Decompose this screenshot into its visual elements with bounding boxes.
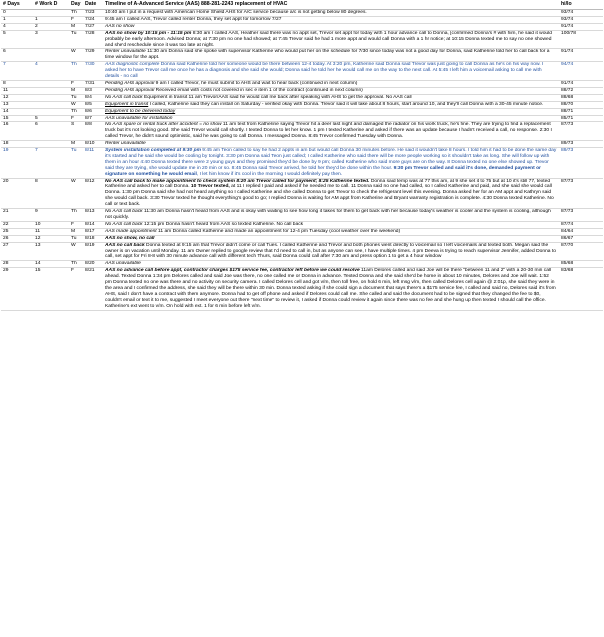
- table-row: [1, 235, 603, 242]
- cell-hilo: 87/73: [559, 122, 603, 141]
- timeline-table: [1, 0, 603, 311]
- cell-date: 8/10: [83, 141, 103, 148]
- cell-work-days: [33, 49, 69, 62]
- cell-hilo: 87/73: [559, 178, 603, 209]
- table-row: [1, 209, 603, 222]
- cell-date: 7/27: [83, 23, 103, 30]
- timeline-text: Equipment in transit 11 am Trevor/AAS said he would call me back after speaking with AHS to get the approval. No AAS call: [142, 94, 412, 100]
- cell-hilo: 93/74: [559, 16, 603, 23]
- timeline-text: No AAS call back to make appointment to check system 8:20 am Trevor called for payment; 8:25 Katherine texted.: [105, 178, 370, 184]
- cell-timeline: [103, 268, 559, 310]
- timeline-text: Received email with costs not covered in sec e item 1 of the contract (continued in next column): [154, 87, 363, 93]
- timeline-text: 10:40 am I put in a request with American Home Shield AHS for A/C service because a/c is not getting below 80 degrees.: [105, 10, 367, 15]
- cell-days: 19: [1, 148, 33, 179]
- cell-timeline: [103, 108, 559, 115]
- header-days: # Days: [1, 0, 33, 10]
- table-row: [1, 23, 603, 30]
- timeline-text: 9:30 pm Trevor called and said it's done, demanded payment or signature on something he would email: [105, 165, 541, 177]
- timeline-text: AAS no advance call before appt, contractor charges $175 service fee, contractor left before we could resolve: [105, 268, 360, 274]
- cell-date: 8/4: [83, 94, 103, 101]
- cell-days: 25: [1, 228, 33, 235]
- timeline-text: No AAS spare or rental truck after accident = no show: [105, 122, 222, 128]
- cell-day: Th: [69, 108, 83, 115]
- cell-day: Tu: [69, 30, 83, 49]
- cell-work-days: 1: [33, 16, 69, 23]
- cell-work-days: 13: [33, 242, 69, 261]
- cell-work-days: 12: [33, 235, 69, 242]
- table-row: [1, 94, 603, 101]
- table-row: [1, 49, 603, 62]
- table-row: [1, 62, 603, 81]
- timeline-text: Pending AHS approval: [105, 87, 155, 93]
- cell-date: 8/18: [83, 235, 103, 242]
- cell-hilo: 85/68: [559, 261, 603, 268]
- cell-timeline: [103, 122, 559, 141]
- table-row: [1, 242, 603, 261]
- cell-date: 8/21: [83, 268, 103, 310]
- timeline-text: I called, Katherine said they can install on Saturday - verified okay with Donna. Trevor said it will take about 8 hours, start around 10, and they'll call Donna with a 30-45 minute notice.: [148, 101, 544, 107]
- timeline-text: , I let him know if it's cool in the morning I would definitely pay then.: [196, 171, 343, 177]
- cell-work-days: 7: [33, 148, 69, 179]
- cell-hilo: 93/74: [559, 10, 603, 17]
- cell-work-days: 9: [33, 209, 69, 222]
- cell-days: 26: [1, 235, 33, 242]
- cell-work-days: [33, 80, 69, 87]
- cell-hilo: 84/64: [559, 228, 603, 235]
- cell-date: 8/3: [83, 87, 103, 94]
- cell-hilo: 87/70: [559, 242, 603, 261]
- cell-days: 20: [1, 178, 33, 209]
- timeline-text: 11am Delores called and said Joe will be there "between 11 and 2" with a 20-30 min call ahead. Texted Donna 1:34 pm Delores called and said Joe was there, no one called me or Donna in advance. Texted Donna and she said she'd be home in about 10 minutes, Delores and Joe will wait. 1:52 pm Donna texted no one was there and no activity on security camera. I called Delores cell and got v/m, then toll free, on hold 6 min, left msg v/m, then called Delores cell again @ 2:01p, she said they were in the area and I confirmed the address, she said they will be there within 30 min. Donna texted asking if she could sign a document that says there's a $175 service fee, I called and said no, Delores said it's from AHS, said I don't have a contract with them anymore. Donna had to get off phone and asked if Delores could call me. She called and said the document had to be signed that they changed the fee to $0, couldn't email or text it to me, suggested I meet everyone out there "next time" to review it, I asked if Donna could review it again since there was no fee and she hung up then texted I should call the office. Katherine's ext went to v/m. On hold with ext. 1 for 6 min before left v/m.: [105, 268, 556, 309]
- cell-days: 1: [1, 16, 33, 23]
- cell-date: 7/30: [83, 62, 103, 81]
- timeline-text: AAS unavailable for installation: [105, 115, 173, 121]
- timeline-text: AAS no show, no call: [105, 235, 155, 241]
- cell-days: 5: [1, 30, 33, 49]
- cell-day: F: [69, 268, 83, 310]
- cell-days: 13: [1, 101, 33, 108]
- cell-timeline: [103, 141, 559, 148]
- timeline-text: AAS no call back: [105, 242, 145, 248]
- cell-timeline: [103, 209, 559, 222]
- timeline-text: Renter unavailable: [105, 141, 146, 147]
- timeline-text: 11:30 am Donna said she spoke with supervisor Katherine who would put her on the schedule for 7/30 since today was not a good day for Donna, said Katherine told her to call back for a time window for the appt.: [105, 49, 550, 61]
- table-row: [1, 122, 603, 141]
- cell-date: 8/13: [83, 209, 103, 222]
- cell-hilo: 88/72: [559, 87, 603, 94]
- cell-hilo: 88/71: [559, 108, 603, 115]
- timeline-text: 8:30 am I called AAS, Heather said there was no appt set, Trevor set appt for today with 1 hour advance call to Donna, [confirmed Donna's # with him, he said it would probably be early afternoon. Advised Donna; at 7:30 pm no one had showed; at 7:45 Trevor said he had 1 more appt and would call Donna with a 1 hr notice; at 10:15 Donna texted me to say no one showed and she'd reschedule since it was too late at night.: [105, 30, 552, 48]
- header-day: Day: [69, 0, 83, 10]
- cell-date: 8/20: [83, 261, 103, 268]
- table-row: [1, 101, 603, 108]
- cell-days: 12: [1, 94, 33, 101]
- cell-date: 8/11: [83, 148, 103, 179]
- cell-day: Th: [69, 209, 83, 222]
- cell-timeline: [103, 221, 559, 228]
- cell-timeline: [103, 23, 559, 30]
- timeline-text: 9:45 am Teon called to say he had 2 appts in am but would call Donna 30 minutes before. He said it wouldn't take 8 hours. I told him it had to be done the same day it's started and he said she would be cooling by tonight. 3:30 pm Donna said Teon just called; I called Katherine who said there will be more people working so it shouldn't take as long. She will follow up with them in an hour 4:40 Donna texted there were 2 young guys and they promised they'd be done by 9 pm; called Katherine who said more guys are on the way. 8 Donna texted no one else showed up. Trevor said they are trying, she would update me in 20 min or so. 8:45 Donna said Trevor arrived, he told her they'd be done within the hour.: [105, 148, 557, 171]
- timeline-text: AAS made appointment: [105, 228, 157, 234]
- cell-timeline: [103, 178, 559, 209]
- timeline-text: 12:15 pm Donna hasn't heard from AAS so texted Katherine. No call back: [142, 221, 304, 227]
- cell-work-days: [33, 10, 69, 17]
- cell-work-days: [33, 87, 69, 94]
- cell-days: 18: [1, 141, 33, 148]
- cell-date: 8/7: [83, 115, 103, 122]
- cell-day: Tu: [69, 148, 83, 179]
- cell-days: 21: [1, 209, 33, 222]
- header-work-days: # Work D: [33, 0, 69, 10]
- header-row: [1, 0, 603, 10]
- timeline-text: Donna said temp was at 77 this am, at 9 she set it to 75 but at 10 it's still 77, texted Katherine and asked her to call Donna.: [105, 178, 551, 190]
- cell-work-days: 11: [33, 228, 69, 235]
- cell-day: F: [69, 16, 83, 23]
- table-row: [1, 108, 603, 115]
- cell-timeline: [103, 10, 559, 17]
- cell-hilo: 86/67: [559, 235, 603, 242]
- timeline-text: Renter unavailable: [105, 49, 146, 55]
- cell-day: W: [69, 242, 83, 261]
- cell-days: 6: [1, 49, 33, 62]
- cell-work-days: [33, 94, 69, 101]
- timeline-text: No AAS call back: [105, 94, 143, 100]
- cell-date: 7/31: [83, 80, 103, 87]
- cell-timeline: [103, 80, 559, 87]
- table-row: [1, 178, 603, 209]
- cell-timeline: [103, 30, 559, 49]
- cell-date: 8/6: [83, 108, 103, 115]
- table-row: [1, 148, 603, 179]
- timeline-text: AAS no show by 10:15 pm - 11:15 pm: [105, 30, 192, 36]
- timeline-text: AAS diagnostic complete: [105, 62, 160, 68]
- cell-days: 7: [1, 62, 33, 81]
- timeline-text: No AAS call back: [105, 209, 143, 215]
- cell-work-days: 5: [33, 115, 69, 122]
- cell-timeline: [103, 16, 559, 23]
- cell-day: M: [69, 87, 83, 94]
- cell-timeline: [103, 242, 559, 261]
- cell-work-days: [33, 108, 69, 115]
- header-timeline: Timeline of A-Advanced Service (AAS) 888-281-2243 replacement of HVAC: [103, 0, 559, 10]
- cell-hilo: 88/68: [559, 94, 603, 101]
- table-row: [1, 261, 603, 268]
- cell-date: 7/29: [83, 49, 103, 62]
- cell-timeline: [103, 87, 559, 94]
- cell-hilo: 88/70: [559, 101, 603, 108]
- cell-hilo: 91/74: [559, 80, 603, 87]
- table-row: [1, 141, 603, 148]
- table-row: [1, 16, 603, 23]
- cell-hilo: 87/73: [559, 209, 603, 222]
- cell-work-days: [33, 141, 69, 148]
- cell-date: 8/19: [83, 242, 103, 261]
- cell-day: F: [69, 80, 83, 87]
- cell-days: 27: [1, 242, 33, 261]
- cell-date: 8/14: [83, 221, 103, 228]
- cell-days: 28: [1, 261, 33, 268]
- timeline-text: AAS unavailable: [105, 261, 141, 267]
- timeline-text: Equipment to be delivered today: [105, 108, 176, 114]
- cell-day: S: [69, 122, 83, 141]
- cell-work-days: 6: [33, 122, 69, 141]
- cell-date: 7/24: [83, 16, 103, 23]
- header-date: Date: [83, 0, 103, 10]
- cell-hilo: 100/78: [559, 30, 603, 49]
- cell-hilo: 91/74: [559, 49, 603, 62]
- cell-days: 4: [1, 23, 33, 30]
- cell-day: F: [69, 221, 83, 228]
- cell-work-days: 8: [33, 178, 69, 209]
- cell-day: M: [69, 228, 83, 235]
- cell-day: W: [69, 178, 83, 209]
- cell-timeline: [103, 115, 559, 122]
- cell-hilo: 87/74: [559, 221, 603, 228]
- cell-day: Tu: [69, 235, 83, 242]
- cell-day: Th: [69, 10, 83, 17]
- cell-work-days: 14: [33, 261, 69, 268]
- timeline-text: No AAS call back: [105, 221, 143, 227]
- cell-hilo: 89/73: [559, 141, 603, 148]
- cell-days: 22: [1, 221, 33, 228]
- cell-timeline: [103, 261, 559, 268]
- cell-work-days: 4: [33, 62, 69, 81]
- timeline-body: [1, 10, 603, 311]
- cell-day: M: [69, 141, 83, 148]
- cell-timeline: [103, 101, 559, 108]
- cell-day: W: [69, 49, 83, 62]
- cell-date: 7/23: [83, 10, 103, 17]
- timeline-text: Donna said Katherine told her someone would be there between 12-4 today. At 3:20 pm, Katherine said Donna said Trevor was just going to call Donna as he's on his way now. I asked her to have Trevor call me once he has a diagnosis and she said she would; Donna said he told her he would call me on the way to the next call. At 5:45 I left him a voicemail asking to call me with details - no call: [105, 62, 544, 80]
- cell-timeline: [103, 94, 559, 101]
- timeline-text: 9 am I called Trevor, he must submit to AHS and wait to hear back (continued in next column): [154, 80, 358, 86]
- cell-timeline: [103, 49, 559, 62]
- cell-day: Tu: [69, 94, 83, 101]
- timeline-text: System installation completed at 9:30 pm: [105, 148, 201, 154]
- cell-timeline: [103, 235, 559, 242]
- cell-date: 8/5: [83, 101, 103, 108]
- timeline-text: 11 am text from Katherine saying Trevor hit a deer last night and damaged the radiator on his work truck, he's fine. They are trying to find a replacement truck but it's not looking good. She said Trevor would call shortly. I texted Donna to let her know. 1 pm I texted Katherine and asked if there was an update because I hadn't received a call, no response. 2:30 I called Trevor, he didn't sound optimistic, said he was going to call Donna. I messaged Donna. 8:45 Trevor confirmed Tuesday with Donna.: [105, 122, 552, 140]
- timeline-text: Equipment in transit: [105, 101, 149, 107]
- cell-days: 29: [1, 268, 33, 310]
- table-row: [1, 80, 603, 87]
- table-row: [1, 221, 603, 228]
- table-row: [1, 228, 603, 235]
- cell-days: 8: [1, 80, 33, 87]
- cell-hilo: 83/68: [559, 268, 603, 310]
- cell-day: W: [69, 101, 83, 108]
- timeline-text: Donna texted at 9:15 am that Trevor didn't come or call Tues. I called Katherine and Trevor and both phones went directly to voicemail so I left voicemails and texted both. Megan said the owner is on vacation until Monday. 11 am Owner replied to google review that I'd need to call in, but as anyone can see, I have multiple times. 4 pm Deeva is trying to reach supervisor Jennifer, added Donna to call, set appt for Fri 8-8 with 30 minute advance call with different tech Thurs, said Donna could call after 7:30 am and press option 1 to get a 4 hour window: [105, 242, 556, 260]
- table-row: [1, 10, 603, 17]
- timeline-text: AAS no show: [105, 23, 135, 29]
- timeline-text: Pending AHS approval: [105, 80, 155, 86]
- cell-days: 11: [1, 87, 33, 94]
- cell-day: Th: [69, 261, 83, 268]
- cell-days: 0: [1, 10, 33, 17]
- timeline-text: at 11 I replied I paid and asked if he needed me to call. 11 Donna said no one had called, so I called Katherine and paid, and she said she would call Donna. 1:30 pm Donna said she had not heard anything so I called Katherine and she called Donna to get Trevor to check the refrigerant level this evening. Donna asked her for an AM appt and Kathryn said she would call back. 3:30 Trevor texted he thought everything's good to go; I replied Donna is waiting for AM appt from Katherine and Bryant warranty registration is complete. 4:30 Donna texted Katherine. No call or text back.: [105, 184, 554, 208]
- cell-days: 14: [1, 108, 33, 115]
- timeline-text: 11 am Donna called Katherine and made an appointment for 12-4 pm Tuesday (cool weather over the weekend): [156, 228, 401, 234]
- cell-date: 7/28: [83, 30, 103, 49]
- cell-timeline: [103, 228, 559, 235]
- cell-day: M: [69, 23, 83, 30]
- table-row: [1, 87, 603, 94]
- cell-hilo: 89/73: [559, 148, 603, 179]
- table-row: [1, 115, 603, 122]
- cell-work-days: 10: [33, 221, 69, 228]
- cell-days: 15: [1, 115, 33, 122]
- table-row: [1, 268, 603, 310]
- timeline-text: 10 Trevor texted,: [190, 184, 230, 190]
- timeline-text: 11:30 am Donna hasn't heard from AAS and is okay with waiting to see how long it takes for them to get back with her because today's weather is cooler and the system is cooling, although not quickly.: [105, 209, 551, 220]
- cell-timeline: [103, 62, 559, 81]
- cell-hilo: 91/74: [559, 23, 603, 30]
- cell-day: F: [69, 115, 83, 122]
- cell-date: 8/8: [83, 122, 103, 141]
- cell-work-days: 2: [33, 23, 69, 30]
- cell-hilo: 94/74: [559, 62, 603, 81]
- cell-work-days: 15: [33, 268, 69, 310]
- cell-days: 16: [1, 122, 33, 141]
- timeline-text: 9:45 am I called AAS, Trevor called renter Donna, they set appt for tomorrow 7/27: [105, 16, 282, 22]
- cell-work-days: [33, 101, 69, 108]
- cell-timeline: [103, 148, 559, 179]
- cell-date: 8/17: [83, 228, 103, 235]
- table-row: [1, 30, 603, 49]
- cell-work-days: 3: [33, 30, 69, 49]
- header-hilo: hi/lo: [559, 0, 603, 10]
- cell-day: Th: [69, 62, 83, 81]
- cell-date: 8/12: [83, 178, 103, 209]
- cell-hilo: 85/71: [559, 115, 603, 122]
